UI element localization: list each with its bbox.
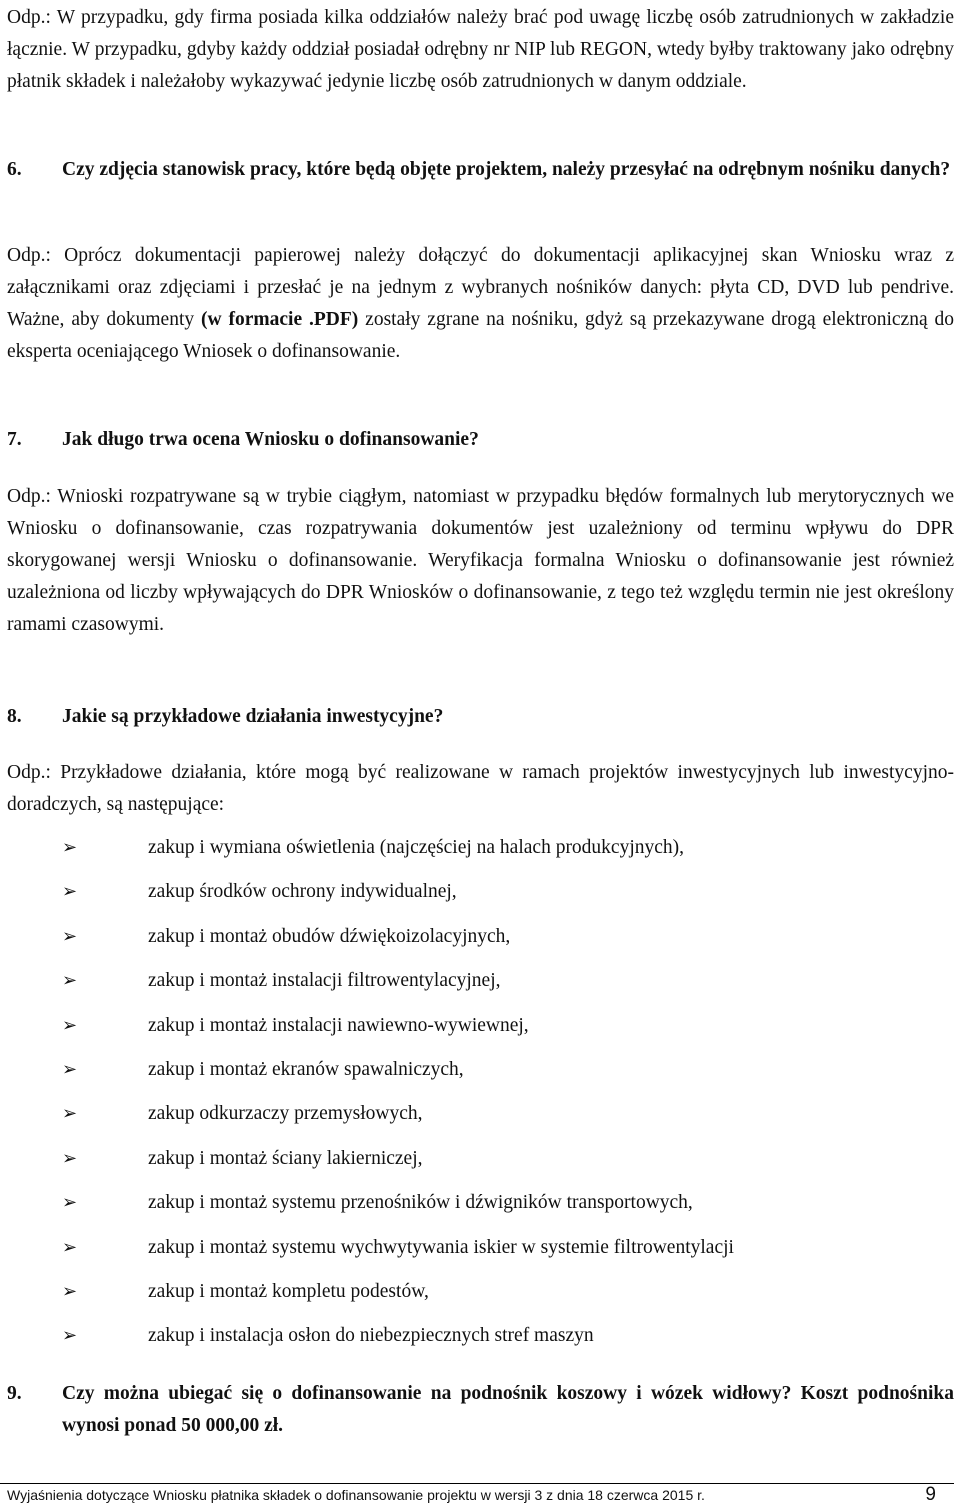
- list-item: [62, 1143, 952, 1187]
- arrow-bullet-icon: ➢: [62, 1014, 78, 1036]
- answer-7-body: [7, 481, 954, 641]
- question-7-number: 7.: [7, 429, 22, 450]
- footer-divider: [0, 1483, 954, 1484]
- intro-answer-text: : W przypadku, gdy firma posiada kilka oddziałów należy brać pod uwagę liczbę osób zatrudnionych w zakładzie łącznie. W przypadku, gdyby każdy oddział posiadał odrębny nr NIP lub REGON, wtedy byłby traktowany jako odrębny płatnik składek i należałoby wykazywać jedynie liczbę osób zatrudnionych w danym oddziale.: [7, 7, 954, 92]
- list-item-text: zakup i montaż obudów dźwiękoizolacyjnych,: [148, 925, 511, 947]
- list-item: [62, 1320, 952, 1364]
- arrow-bullet-icon: ➢: [62, 1147, 78, 1169]
- list-item: [62, 1232, 952, 1276]
- arrow-bullet-icon: ➢: [62, 1058, 78, 1080]
- list-item-text: zakup i montaż kompletu podestów,: [148, 1280, 429, 1302]
- answer-6-text-part1: : Oprócz dokumentacji papierowej należy dołączyć do dokumentacji aplikacyjnej skan Wniosku wraz z załącznikami oraz zdjęciami i przesłać je na jednym z wybranych nośników danych: płyta CD, DVD lub pendrive. Ważne, aby dokumenty: [7, 245, 954, 330]
- list-item-text: zakup i montaż instalacji nawiewno-wywiewnej,: [148, 1014, 529, 1036]
- list-item: [62, 832, 952, 876]
- answer-6-text-part2: zostały zgrane na nośniku, gdyż są przekazywane drogą elektroniczną do eksperta oceniającego Wniosek o dofinansowanie.: [7, 309, 954, 362]
- list-item-text: zakup odkurzaczy przemysłowych,: [148, 1103, 423, 1125]
- arrow-bullet-icon: ➢: [62, 1103, 78, 1125]
- list-item-text: zakup i montaż systemu przenośników i dźwigników transportowych,: [148, 1192, 693, 1214]
- list-item: [62, 1187, 952, 1231]
- question-8-number: 8.: [7, 706, 22, 727]
- question-6-number: 6.: [7, 159, 22, 180]
- page-number: 9: [925, 1484, 936, 1505]
- list-item: [62, 876, 952, 920]
- arrow-bullet-icon: ➢: [62, 837, 78, 858]
- list-item: [62, 965, 952, 1009]
- arrow-bullet-icon: ➢: [62, 1192, 78, 1214]
- list-item: [62, 1010, 952, 1054]
- arrow-bullet-icon: ➢: [62, 881, 78, 903]
- question-6-text: Czy zdjęcia stanowisk pracy, które będą objęte projektem, należy przesyłać na odrębnym nośniku danych?: [62, 159, 951, 180]
- list-item: [62, 1098, 952, 1142]
- question-7-text: Jak długo trwa ocena Wniosku o dofinansowanie?: [62, 429, 479, 450]
- answer-6-label: Odp.: [7, 245, 46, 266]
- question-9-text: Czy można ubiegać się o dofinansowanie na podnośnik koszowy i wózek widłowy? Koszt podnośnika wynosi ponad 50 000,00 zł.: [62, 1383, 954, 1436]
- arrow-bullet-icon: ➢: [62, 970, 78, 992]
- arrow-bullet-icon: ➢: [62, 1236, 78, 1258]
- list-item-text: zakup i montaż ściany lakierniczej,: [148, 1147, 423, 1169]
- answer-6-body: [7, 240, 954, 368]
- list-item: [62, 1054, 952, 1098]
- arrow-bullet-icon: ➢: [62, 925, 78, 947]
- question-9-number: 9.: [7, 1383, 22, 1404]
- answer-8-text: : Przykładowe działania, które mogą być realizowane w ramach projektów inwestycyjnych lub inwestycyjno-doradczych, są następujące:: [7, 762, 954, 815]
- answer-7-label: Odp.: [7, 486, 46, 507]
- list-item: [62, 1276, 952, 1320]
- list-item: [62, 921, 952, 965]
- arrow-bullet-icon: ➢: [62, 1280, 78, 1302]
- footer-text: Wyjaśnienia dotyczące Wniosku płatnika składek o dofinansowanie projektu w wersji 3 z dnia 18 czerwca 2015 r.: [7, 1487, 705, 1503]
- list-item-text: zakup środków ochrony indywidualnej,: [148, 881, 457, 903]
- investment-actions-list: [62, 832, 952, 1365]
- question-8-text: Jakie są przykładowe działania inwestycyjne?: [62, 706, 444, 727]
- intro-answer-label: Odp.: [7, 7, 46, 28]
- answer-6-text-bold: (w formacie .PDF): [201, 309, 359, 330]
- list-item-text: zakup i montaż systemu wychwytywania iskier w systemie filtrowentylacji: [148, 1236, 734, 1258]
- list-item-text: zakup i instalacja osłon do niebezpiecznych stref maszyn: [148, 1325, 594, 1347]
- list-item-text: zakup i montaż ekranów spawalniczych,: [148, 1058, 464, 1080]
- answer-7-text: : Wnioski rozpatrywane są w trybie ciągłym, natomiast w przypadku błędów formalnych lub merytorycznych we Wniosku o dofinansowanie, czas rozpatrywania dokumentów jest uzależniony od terminu wpływu do DPR skorygowanej wersji Wniosku o dofinansowanie. Weryfikacja formalna Wniosku o dofinansowanie jest również uzależniona od liczby wpływających do DPR Wniosków o dofinansowanie, z tego też względu termin nie jest określony ramami czasowymi.: [7, 486, 954, 635]
- list-item-text: zakup i wymiana oświetlenia (najczęściej na halach produkcyjnych),: [148, 837, 685, 858]
- arrow-bullet-icon: ➢: [62, 1325, 78, 1347]
- answer-8-body: [7, 757, 954, 821]
- list-item-text: zakup i montaż instalacji filtrowentylacyjnej,: [148, 970, 501, 992]
- intro-answer: [7, 2, 954, 98]
- answer-8-label: Odp.: [7, 762, 46, 783]
